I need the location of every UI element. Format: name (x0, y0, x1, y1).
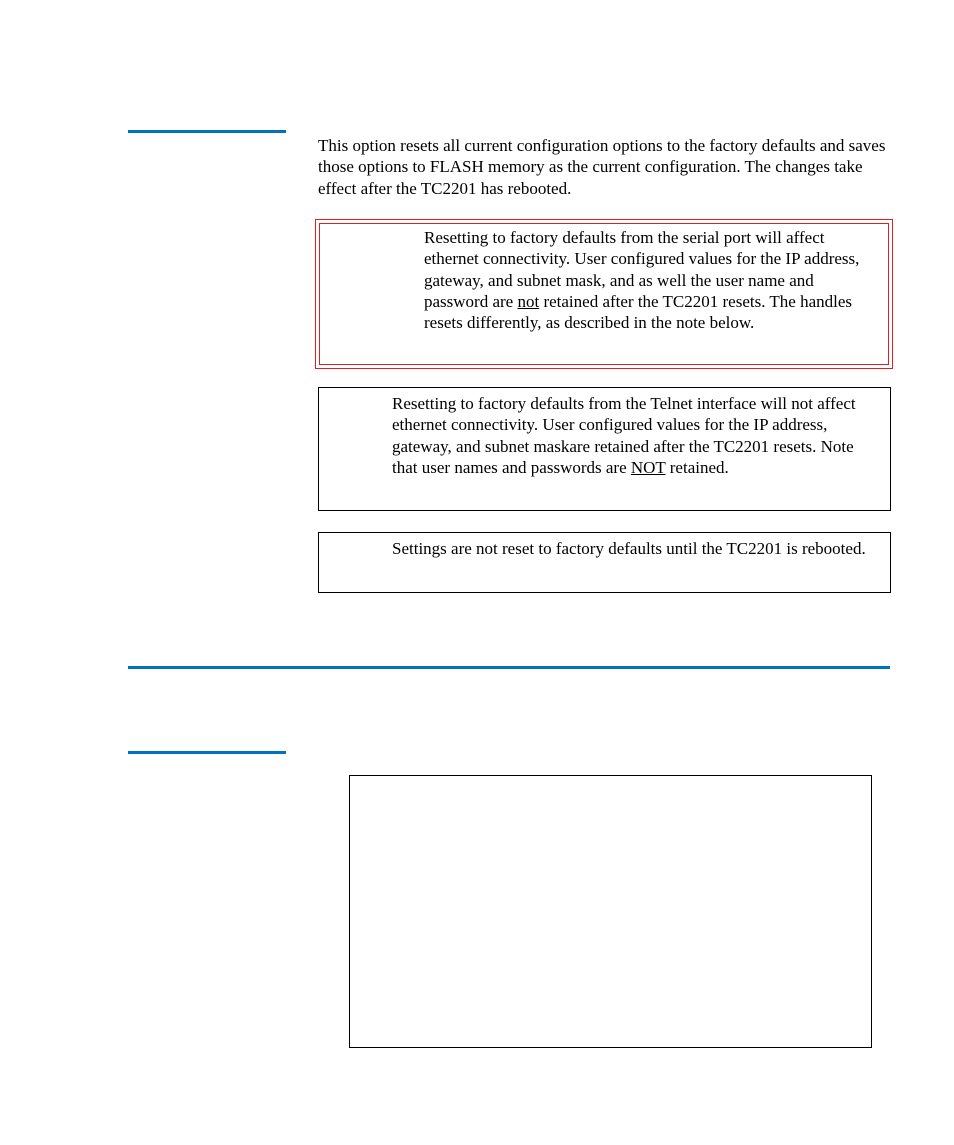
intro-paragraph (318, 135, 890, 199)
telnet-note-emphasis: NOT (630, 457, 666, 477)
reboot-note-text: Settings are not reset to factory defaults until the TC2201 is rebooted. (392, 539, 866, 558)
intro-text: This option resets all current configuration options to the factory defaults and saves those options to FLASH memory as the current configuration. The changes take effect after the TC2201 has rebooted. (318, 136, 886, 198)
telnet-note-text: Resetting to factory defaults from the Telnet interface will not affect ethernet connectivity. User configured values for the IP address, gateway, and subnet maskare retained after the TC2201 resets. Note that user names and passwords are NOT retained. (392, 394, 856, 477)
section-rule-short-bottom (128, 751, 286, 754)
section-rule-short-top (128, 130, 286, 133)
caution-text: Resetting to factory defaults from the serial port will affect ethernet connectivity. User configured values for the IP address, gateway, and subnet mask, and as well the user name and password are not retained after the TC2201 resets. The handles resets differently, as described in the note below. (424, 228, 860, 333)
figure-frame (349, 775, 872, 1048)
caution-emphasis: not (517, 291, 540, 311)
section-rule-full (128, 666, 890, 669)
